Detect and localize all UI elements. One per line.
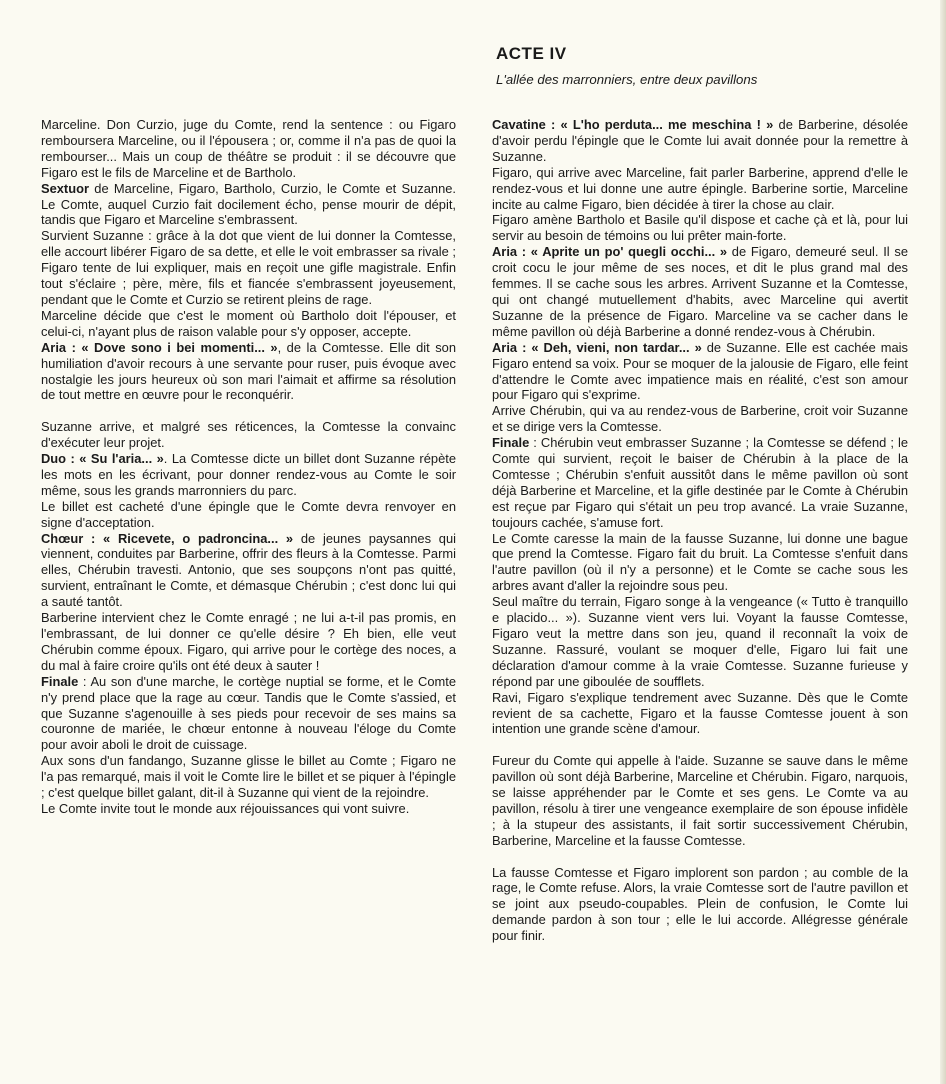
paragraph-text: de Barberine, désolée d'avoir perdu l'épingle que le Comte lui avait donnée pour la remettre à Suzanne. <box>492 117 908 164</box>
section-lead: Chœur : « Ricevete, o padroncina... » <box>41 530 294 546</box>
section-lead: Aria : « Aprite un po' quegli occhi... » <box>492 244 728 260</box>
paragraph-text: Suzanne arrive, et malgré ses réticences, la Comtesse la convainc d'exécuter leur projet. <box>41 419 456 451</box>
paragraph <box>492 690 908 738</box>
section-lead: Finale <box>41 673 79 689</box>
section-lead: Sextuor <box>41 180 89 196</box>
paragraph <box>492 531 908 595</box>
paragraph-text: Marceline décide que c'est le moment où Bartholo doit l'épouser, et celui-ci, n'ayant plus de raison valable pour s'y opposer, accepte. <box>41 307 456 339</box>
paragraph <box>41 499 456 531</box>
paragraph <box>41 753 456 801</box>
paragraph <box>41 610 456 674</box>
act-subtitle: L'allée des marronniers, entre deux pavillons <box>496 72 758 87</box>
section-lead: Aria : « Dove sono i bei momenti... » <box>41 339 278 355</box>
paragraph <box>492 435 908 530</box>
paragraph-text: de Figaro, demeuré seul. Il se croit cocu le jour même de ses noces, et dit le plus grand mal des femmes. Il se cache sous les arbres. Arrivent Suzanne et la Comtesse, qui ont changé mutuellement d'habits, avec Marceline qui avertit Suzanne de la présence de Figaro. Marceline va se cacher dans le même pavillon où déjà Barberine a donné rendez-vous à Chérubin. <box>492 244 908 339</box>
paragraph-text: Marceline. Don Curzio, juge du Comte, rend la sentence : ou Figaro remboursera Marceline, ou il l'épousera ; or, comme il n'a pas de quoi la rembourser... Mais un coup de théâtre se produit : il se découvre que Figaro est le fils de Marceline et de Bartholo. <box>41 117 456 180</box>
paragraph <box>492 165 908 213</box>
section-lead: Duo : « Su l'aria... » <box>41 451 164 467</box>
paragraph-text: de Marceline, Figaro, Bartholo, Curzio, le Comte et Suzanne. Le Comte, auquel Curzio fait docilement écho, pense mourir de dépit, tandis que Figaro et Marceline s'embrassent. <box>41 180 456 228</box>
paragraph <box>41 117 456 181</box>
paragraph-text: . La Comtesse dicte un billet dont Suzanne répète les mots en les écrivant, pour donner rendez-vous au Comte le soir même, sous les grands marronniers du parc. <box>41 451 456 498</box>
right-column <box>492 117 908 944</box>
paragraph <box>41 419 456 451</box>
paragraph <box>492 403 908 435</box>
paragraph <box>492 117 908 165</box>
paragraph-text: : Chérubin veut embrasser Suzanne ; la Comtesse se défend ; le Comte qui survient, reçoit le baiser de Chérubin à la place de la Comtesse ; Chérubin s'enfuit aussitôt dans le même pavillon où sont déjà Barberine et Marceline, et la gifle destinée par le Comte à Chérubin est reçue par Figaro qui s'était un peu trop avancé. La vraie Suzanne, toujours cachée, s'amuse fort. <box>492 435 908 530</box>
paragraph-text: de jeunes paysannes qui viennent, conduites par Barberine, offrir des fleurs à la Comtesse. Parmi elles, Chérubin travesti. Antonio, que ses soupçons n'ont pas quitté, survient, entraînant le Comte, et démasque Chérubin ; c'est donc lui qui a sauté tantôt. <box>41 530 456 610</box>
paragraph <box>41 308 456 340</box>
paragraph-text: , de la Comtesse. Elle dit son humiliation d'avoir recours à une servante pour ruser, puis évoque avec nostalgie les jours heureux où son mari l'aimait et affirme sa résolution de tout mettre en œuvre pour le reconquérir. <box>41 339 456 403</box>
paragraph-text: : Au son d'une marche, le cortège nuptial se forme, et le Comte n'y prend place que la rage au cœur. Tandis que le Comte s'assied, et que Suzanne s'agenouille à ses pieds pour recevoir de ses mains sa couronne de mariée, le chœur entonne à nouveau l'éloge du Comte pour avoir aboli le droit de cuissage. <box>41 673 456 753</box>
paragraph <box>492 212 908 244</box>
section-lead: Finale <box>492 435 530 451</box>
paragraph <box>41 801 456 817</box>
paragraph <box>41 181 456 229</box>
paragraph-text: Survient Suzanne : grâce à la dot que vient de lui donner la Comtesse, elle accourt libérer Figaro de sa dette, et elle le voit embrasser sa rivale ; Figaro tente de lui expliquer, mais en reçoit une gifle magistrale. Enfin tout s'éclaire ; père, mère, fils et fiancée s'embrassent joyeusement, pendant que le Comte et Curzio se retirent pleins de rage. <box>41 228 456 307</box>
paragraph-text: Barberine intervient chez le Comte enragé ; ne lui a-t-il pas promis, en l'embrassant, de lui donner ce qu'elle désire ? Eh bien, elle veut Chérubin comme époux. Figaro, qui arrive pour le cortège des noces, a du mal à faire croire qu'ils ont été deux à sauter ! <box>41 610 456 673</box>
paragraph-text: Le Comte invite tout le monde aux réjouissances qui vont suivre. <box>41 800 410 816</box>
paragraph-text: Arrive Chérubin, qui va au rendez-vous de Barberine, croit voir Suzanne et se dirige vers la Comtesse. <box>492 403 908 435</box>
paragraph-text: Figaro, qui arrive avec Marceline, fait parler Barberine, apprend d'elle le rendez-vous et lui donne une autre épingle. Barberine sortie, Marceline incite au calme Figaro, bien décidée à tirer la chose au clair. <box>492 164 908 212</box>
paragraph <box>41 674 456 754</box>
paragraph <box>492 340 908 404</box>
paragraph <box>492 244 908 339</box>
paragraph-text: Le billet est cacheté d'une épingle que le Comte devra renvoyer en signe d'acceptation. <box>41 498 456 530</box>
paragraph-text: de Suzanne. Elle est cachée mais Figaro entend sa voix. Pour se moquer de la jalousie de Figaro, elle feint d'attendre le Comte avec impatience mais en réalité, c'est son amour pour Figaro qui s'exprime. <box>492 339 908 403</box>
paragraph <box>41 228 456 308</box>
paragraph <box>492 753 908 848</box>
paragraph <box>492 594 908 689</box>
paragraph-text: Fureur du Comte qui appelle à l'aide. Suzanne se sauve dans le même pavillon où sont déjà Barberine, Marceline et Chérubin. Figaro, narquois, se laisse appréhender par le Comte et ses gens. Le Comte va au pavillon, résolu à tirer une vengeance exemplaire de son épouse infidèle ; à la stupeur des assistants, il fait sortir successivement Chérubin, Barberine, Marceline et la fausse Comtesse. <box>492 753 908 848</box>
paragraph-text: Ravi, Figaro s'explique tendrement avec Suzanne. Dès que le Comte revient de sa cachette, Figaro et la fausse Comtesse jouent à son intention une grande scène d'amour. <box>492 689 908 737</box>
paragraph <box>41 451 456 499</box>
paragraph <box>41 531 456 611</box>
section-lead: Cavatine : « L'ho perduta... me meschina ! » <box>492 117 774 132</box>
paragraph <box>41 340 456 404</box>
paragraph-text: La fausse Comtesse et Figaro implorent son pardon ; au comble de la rage, le Comte refuse. Alors, la vraie Comtesse sort de l'autre pavillon et se joint aux pseudo-coupables. Plein de confusion, le Comte lui demande pardon à son tour ; elle le lui accorde. Allégresse générale pour finir. <box>492 864 908 944</box>
paragraph <box>492 865 908 945</box>
act-title: ACTE IV <box>496 44 567 63</box>
paragraph-text: Aux sons d'un fandango, Suzanne glisse le billet au Comte ; Figaro ne l'a pas remarqué, mais il voit le Comte lire le billet et se piquer à l'épingle ; c'est quelque billet galant, dit-il à Suzanne qui vient de la rejoindre. <box>41 753 456 801</box>
paragraph-text: Seul maître du terrain, Figaro songe à la vengeance (« Tutto è tranquillo e placido... »). Suzanne vient vers lui. Voyant la fausse Comtesse, Figaro veut la mettre dans son jeu, quand il reconnaît la voix de Suzanne. Rassuré, voulant se moquer d'elle, Figaro lui fait une déclaration d'amour comme à la vraie Comtesse. Suzanne furieuse y répond par une giboulée de soufflets. <box>492 594 908 689</box>
paragraph-text: Figaro amène Bartholo et Basile qu'il dispose et cache çà et là, pour lui servir au besoin de témoins ou lui prêter main-forte. <box>492 212 908 244</box>
left-column <box>41 117 456 817</box>
page-edge <box>940 0 946 1084</box>
paragraph-text: Le Comte caresse la main de la fausse Suzanne, lui donne une bague que prend la Comtesse. Figaro fait du bruit. La Comtesse s'enfuit dans l'autre pavillon (où il n'y a personne) et le Comte se cache sous les arbres avant d'aller la rejoindre sous peu. <box>492 530 908 594</box>
act-header <box>496 44 926 87</box>
section-lead: Aria : « Deh, vieni, non tardar... » <box>492 339 702 355</box>
